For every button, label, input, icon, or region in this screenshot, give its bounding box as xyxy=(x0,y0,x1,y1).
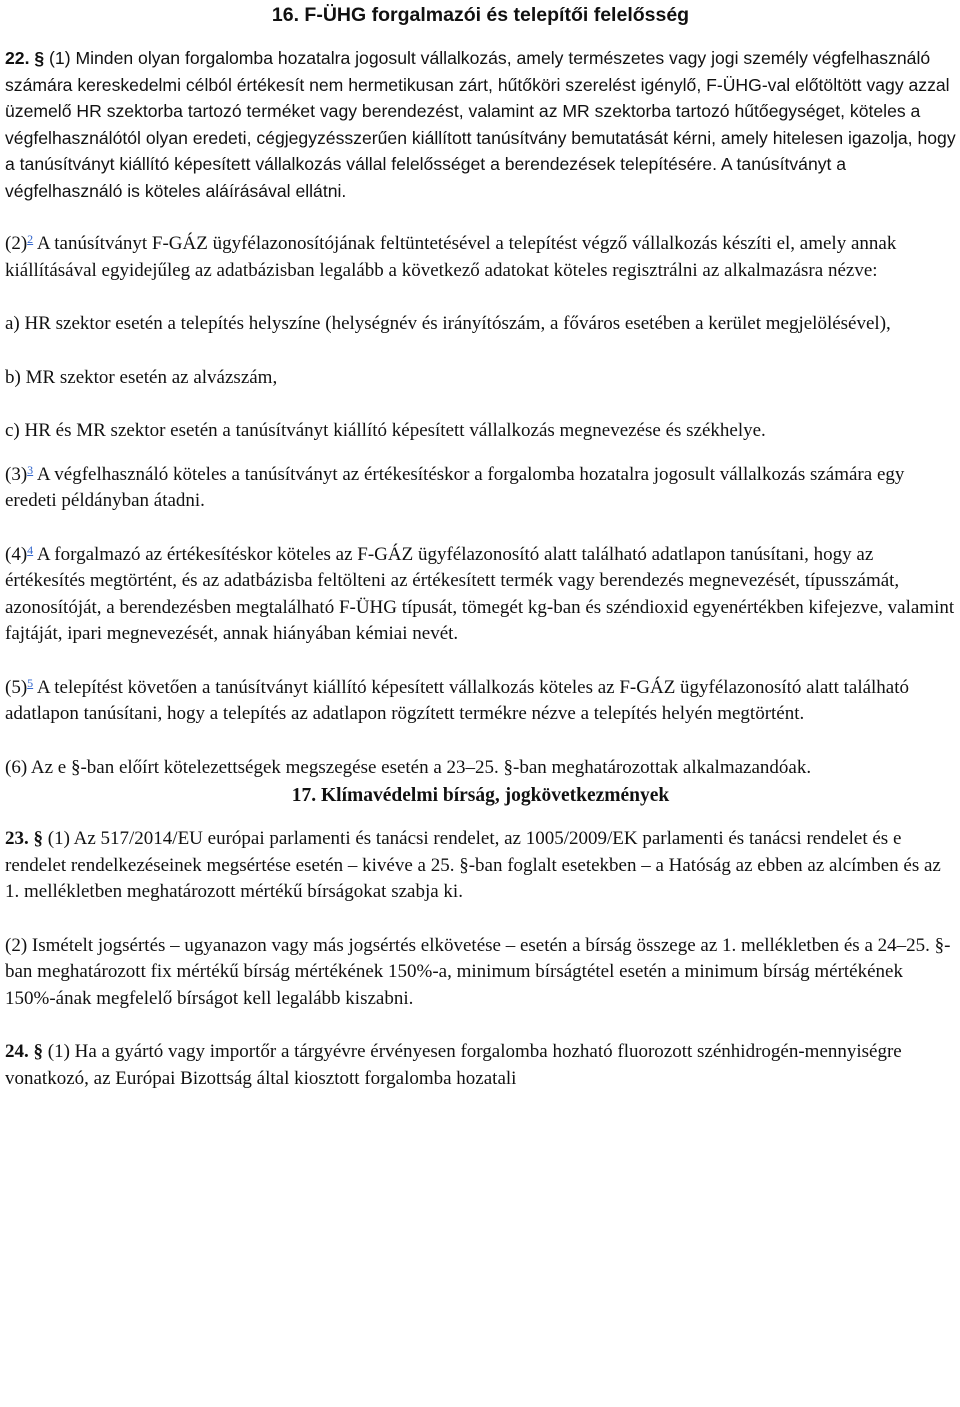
list-item-b: b) MR szektor esetén az alvázszám, xyxy=(5,366,278,388)
subsection-2-prefix: (2) xyxy=(5,233,28,254)
paragraph-24-number: 24. xyxy=(5,1041,29,1062)
subsection-4-text: A forgalmazó az értékesítéskor köteles az F-GÁZ ügyfélazonosító alatt található adatlapon tanúsítani, hogy az értékesítés megtörtént, és az adatbázisba feltölteni az értékesített termék vagy berendezés megnevezését, típusszámát, azonosítóját, a berendezésben megtalálható F-ÜHG típusát, tömegét kg-ban és széndioxid egyenértékben kifejezve, valamint fajtáját, ipari megnevezését, annak hiányában kémiai nevét. xyxy=(5,543,955,644)
paragraph-22-subsection-4 xyxy=(5,542,956,648)
paragraph-24-text: (1) Ha a gyártó vagy importőr a tárgyévre érvényesen forgalomba hozható fluorozott szénhidrogén-mennyiségre vonatkozó, az Európai Bizottság által kiosztott forgalomba hozatali xyxy=(5,1041,902,1089)
footnote-link-5[interactable]: 5 xyxy=(27,675,34,690)
footnote-link-3[interactable]: 3 xyxy=(27,462,34,477)
paragraph-24-subsection-1 xyxy=(5,1039,956,1092)
subsection-4-prefix: (4) xyxy=(5,543,28,565)
subsection-3-prefix: (3) xyxy=(5,463,28,485)
paragraph-22-subsection-3 xyxy=(5,462,956,515)
paragraph-22-subsection-1 xyxy=(5,45,956,204)
paragraph-22-subsection-2 xyxy=(5,231,956,284)
paragraph-23-text: (1) Az 517/2014/EU európai parlamenti és tanácsi rendelet, az 1005/2009/EK parlamenti és tanácsi rendelet és e rendelet rendelkezéseinek megsértése esetén – kivéve a 25. §-ban foglalt esetekben – a Hatóság az ebben az alcímben és az 1. mellékletben meghatározott mértékű bírságokat szabja ki. xyxy=(5,828,941,902)
paragraph-22-subsection-5 xyxy=(5,675,956,728)
paragraph-23-number: 23. xyxy=(5,828,29,849)
section-16-title: 16. F-ÜHG forgalmazói és telepítői felelősség xyxy=(271,4,690,26)
section-sign: § xyxy=(33,1041,43,1062)
paragraph-22-number: 22. xyxy=(5,48,30,68)
list-item-c: c) HR és MR szektor esetén a tanúsítványt kiállító képesített vállalkozás megnevezése és székhelye. xyxy=(5,420,766,441)
paragraph-22-text: (1) Minden olyan forgalomba hozatalra jogosult vállalkozás, amely természetes vagy jogi személy végfelhasználó számára kereskedelmi célból értékesít nem hermetikusan zárt, hűtőköri szerelést igénylő, F-ÜHG-val előtöltött vagy azzal üzemelő HR szektorba tartozó terméket vagy berendezést, valamint az MR szektorba tartozó hűtőegységet, köteles a végfelhasználótól olyan eredeti, cégjegyzésszerűen kiállított tanúsítvány bemutatását kérni, amely hitelesen igazolja, hogy a tanúsítványt kiállító képesített vállalkozás vállal felelősséget a berendezések telepítésére. A tanúsítványt a végfelhasználó is köteles aláírásával ellátni. xyxy=(5,48,956,201)
document-page xyxy=(5,0,956,1092)
paragraph-22-subsection-6: (6) Az e §-ban előírt kötelezettségek megszegése esetén a 23–25. §-ban meghatározottak alkalmazandóak. xyxy=(5,756,812,778)
footnote-link-4[interactable]: 4 xyxy=(27,542,34,557)
subsection-5-prefix: (5) xyxy=(5,676,28,698)
list-item-a: a) HR szektor esetén a telepítés helyszíne (helységnév és irányítószám, a főváros esetében a kerület megjelölésével), xyxy=(5,313,891,334)
subsection-5-text: A telepítést követően a tanúsítványt kiállító képesített vállalkozás köteles az F-GÁZ ügyfélazonosító alatt található adatlapon tanúsítani, hogy a telepítés az adatlapon rögzített termékre nézve a telepítés helyén megtörtént. xyxy=(5,676,910,724)
section-17-title: 17. Klímavédelmi bírság, jogkövetkezmények xyxy=(291,785,670,806)
section-sign: § xyxy=(34,48,45,68)
subsection-3-text: A végfelhasználó köteles a tanúsítványt az értékesítéskor a forgalomba hozatalra jogosult vállalkozás számára egy eredeti példányban átadni. xyxy=(5,463,905,511)
paragraph-23-subsection-1 xyxy=(5,826,956,906)
paragraph-23-subsection-2: (2) Ismételt jogsértés – ugyanazon vagy más jogsértés elkövetése – esetén a bírság összege az 1. mellékletben és a 24–25. §-ban meghatározott fix mértékű bírság mértékének 150%-a, minimum bírságtétel esetén a minimum bírság mértékének 150%-ának megfelelő bírságot kell legalább kiszabni. xyxy=(5,934,951,1009)
subsection-2-text: A tanúsítványt F-GÁZ ügyfélazonosítójának feltüntetésével a telepítést végző vállalkozás készíti el, amely annak kiállításával egyidejűleg az adatbázisban legalább a következő adatokat köteles regisztrálni az alkalmazásra nézve: xyxy=(5,233,897,281)
section-sign: § xyxy=(33,828,43,849)
footnote-link-2[interactable]: 2 xyxy=(27,232,34,246)
